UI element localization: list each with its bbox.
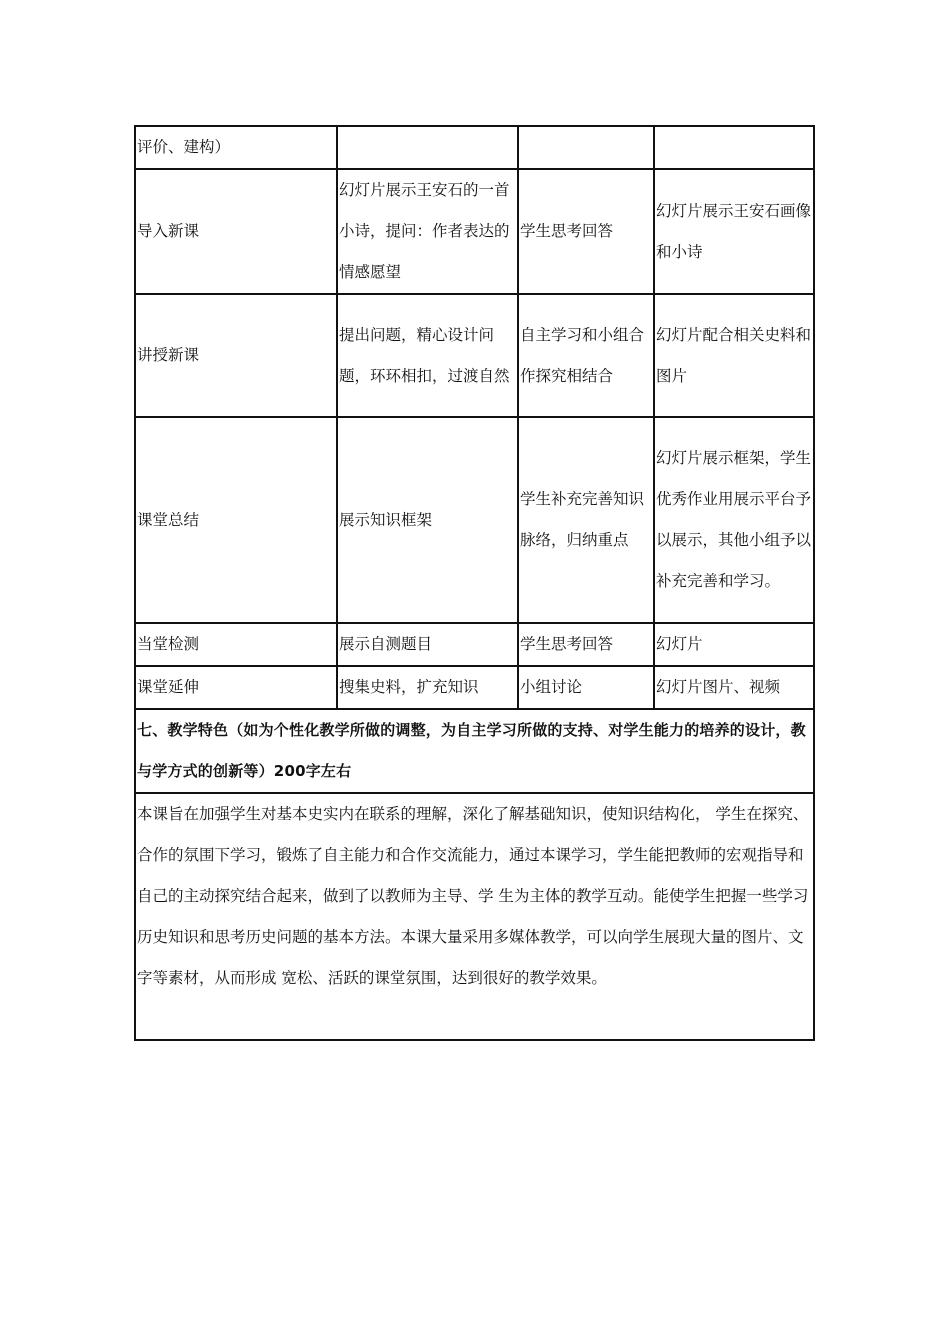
teacher-activity-cell: 搜集史料，扩充知识 (337, 666, 518, 709)
media-cell: 幻灯片图片、视频 (654, 666, 814, 709)
table-row (135, 126, 814, 169)
table-row (135, 623, 814, 666)
stage-cell: 导入新课 (135, 169, 337, 294)
lesson-plan-table (134, 125, 815, 1041)
table-row (135, 666, 814, 709)
student-activity-cell: 自主学习和小组合作探究相结合 (518, 294, 654, 417)
empty-cell (337, 126, 518, 169)
features-heading: 七、教学特色（如为个性化教学所做的调整，为自主学习所做的支持、对学生能力的培养的设计，教与学方式的创新等）200字左右 (135, 709, 814, 793)
table-row (135, 294, 814, 417)
media-cell: 幻灯片展示王安石画像和小诗 (654, 169, 814, 294)
media-cell: 幻灯片展示框架，学生优秀作业用展示平台予以展示，其他小组予以补充完善和学习。 (654, 417, 814, 623)
student-activity-cell: 学生思考回答 (518, 169, 654, 294)
features-body: 本课旨在加强学生对基本史实内在联系的理解，深化了解基础知识，使知识结构化， 学生在探究、合作的氛围下学习，锻炼了自主能力和合作交流能力，通过本课学习，学生能把教师的宏观指导和自己的主动探究结合起来，做到了以教师为主导、学 生为主体的教学互动。能使学生把握一些学习历史知识和思考历史问题的基本方法。本课大量采用多媒体教学，可以向学生展现大量的图片、文字等素材，从而形成 宽松、活跃的课堂氛围，达到很好的教学效果。 (137, 805, 809, 987)
empty-cell (654, 126, 814, 169)
table-row (135, 169, 814, 294)
teacher-activity-cell: 展示自测题目 (337, 623, 518, 666)
media-cell: 幻灯片 (654, 623, 814, 666)
student-activity-cell: 学生补充完善知识脉络，归纳重点 (518, 417, 654, 623)
media-cell: 幻灯片配合相关史料和图片 (654, 294, 814, 417)
teacher-activity-cell: 幻灯片展示王安石的一首小诗，提问：作者表达的情感愿望 (337, 169, 518, 294)
stage-cell: 课堂延伸 (135, 666, 337, 709)
header-cell-continued: 评价、建构） (135, 126, 337, 169)
stage-cell: 课堂总结 (135, 417, 337, 623)
table-row (135, 709, 814, 793)
empty-cell (518, 126, 654, 169)
stage-cell: 讲授新课 (135, 294, 337, 417)
features-body-cell (135, 793, 814, 1040)
table-row (135, 417, 814, 623)
teacher-activity-cell: 展示知识框架 (337, 417, 518, 623)
student-activity-cell: 小组讨论 (518, 666, 654, 709)
teacher-activity-cell: 提出问题，精心设计问题，环环相扣，过渡自然 (337, 294, 518, 417)
stage-cell: 当堂检测 (135, 623, 337, 666)
table-row (135, 793, 814, 1040)
student-activity-cell: 学生思考回答 (518, 623, 654, 666)
